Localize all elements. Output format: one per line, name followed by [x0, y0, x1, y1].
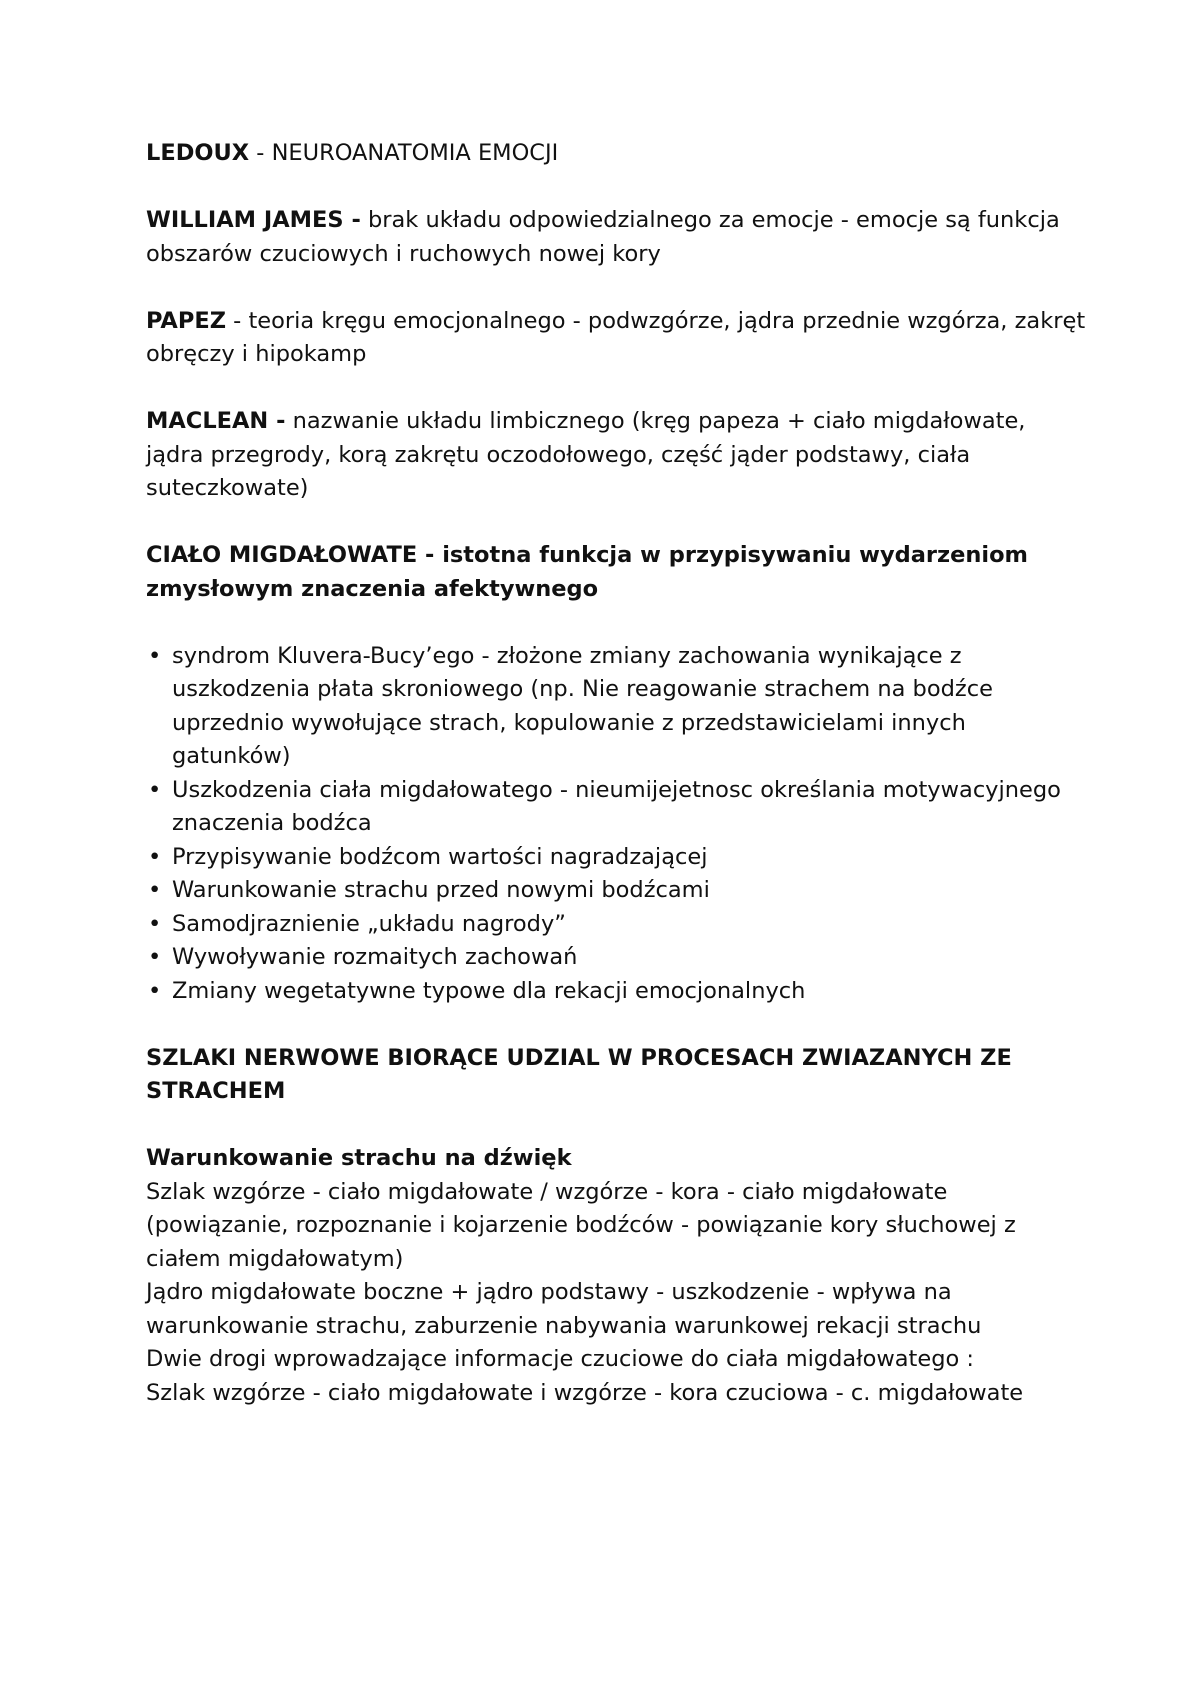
paragraph-ledoux	[146, 137, 1086, 171]
conditioning-line: Dwie drogi wprowadzające informacje czuciowe do ciała migdałowatego :	[146, 1346, 975, 1372]
conditioning-line: Szlak wzgórze - ciało migdałowate / wzgórze - kora - ciało migdałowate (powiązanie, rozpoznanie i kojarzenie bodźców - powiązanie kory słuchowej z ciałem migdałowatym)	[146, 1178, 1016, 1272]
bullet-icon: •	[148, 642, 162, 669]
paragraph-papez	[146, 305, 1086, 372]
term-ledoux: LEDOUX	[146, 140, 250, 166]
bullet-icon: •	[148, 776, 162, 803]
term-papez: PAPEZ	[146, 307, 227, 334]
list-item-text: Uszkodzenia ciała migdałowatego - nieumijejetnosc określania motywacyjnego znaczenia bodźca	[172, 776, 1061, 836]
heading-amygdala	[146, 539, 1086, 606]
papez-description: - teoria kręgu emocjonalnego - podwzgórze, jądra przednie wzgórza, zakręt obręczy i hipokamp	[146, 307, 1086, 367]
list-item	[146, 975, 1086, 1009]
list-item	[146, 874, 1086, 908]
subheading-conditioning-text: Warunkowanie strachu na dźwięk	[146, 1145, 572, 1171]
list-item-text: Wywoływanie rozmaitych zachowań	[172, 944, 578, 970]
paragraph-maclean	[146, 405, 1086, 506]
bullet-icon: •	[148, 843, 162, 870]
ledoux-description: - NEUROANATOMIA EMOCJI	[249, 140, 559, 166]
maclean-description: nazwanie układu limbicznego (kręg papeza + ciało migdałowate, jądra przegrody, korą zakrętu oczodołowego, część jąder podstawy, ciała suteczkowate)	[146, 408, 1026, 501]
term-william-james: WILLIAM JAMES -	[146, 207, 361, 233]
list-item-text: Warunkowanie strachu przed nowymi bodźcami	[172, 877, 710, 903]
list-item-text: Samodjraznienie „układu nagrody”	[172, 910, 566, 937]
bullet-icon: •	[148, 877, 162, 903]
paragraph-william-james	[146, 204, 1086, 271]
term-maclean: MACLEAN -	[146, 408, 286, 434]
william-james-description: brak układu odpowiedzialnego za emocje - emocje są funkcja obszarów czuciowych i ruchowych nowej kory	[146, 207, 1060, 267]
list-item-text: syndrom Kluvera-Bucy’ego - złożone zmiany zachowania wynikające z uszkodzenia płata skroniowego (np. Nie reagowanie strachem na bodźce uprzednio wywołujące strach, kopulowanie z przedstawicielami innych gatunków)	[172, 642, 993, 769]
heading-pathways	[146, 1042, 1086, 1109]
bullet-icon: •	[148, 944, 162, 970]
heading-pathways-text: SZLAKI NERWOWE BIORĄCE UDZIAL W PROCESACH ZWIAZANYCH ZE STRACHEM	[146, 1044, 1012, 1104]
bullet-icon: •	[148, 977, 162, 1004]
list-item-text: Przypisywanie bodźcom wartości nagradzającej	[172, 843, 708, 870]
amygdala-bullet-list	[146, 640, 1086, 1009]
conditioning-line: Szlak wzgórze - ciało migdałowate i wzgórze - kora czuciowa - c. migdałowate	[146, 1379, 1024, 1406]
list-item	[146, 640, 1086, 774]
subheading-conditioning	[146, 1142, 1086, 1176]
conditioning-line: Jądro migdałowate boczne + jądro podstawy - uszkodzenie - wpływa na warunkowanie strachu, zaburzenie nabywania warunkowej rekacji strachu	[146, 1279, 982, 1339]
list-item	[146, 908, 1086, 942]
list-item-text: Zmiany wegetatywne typowe dla rekacji emocjonalnych	[172, 977, 806, 1004]
heading-amygdala-text: CIAŁO MIGDAŁOWATE - istotna funkcja w przypisywaniu wydarzeniom zmysłowym znaczenia afektywnego	[146, 542, 1028, 602]
bullet-icon: •	[148, 910, 162, 937]
document-page	[146, 137, 1086, 1410]
list-item	[146, 774, 1086, 841]
list-item	[146, 841, 1086, 875]
list-item	[146, 941, 1086, 975]
